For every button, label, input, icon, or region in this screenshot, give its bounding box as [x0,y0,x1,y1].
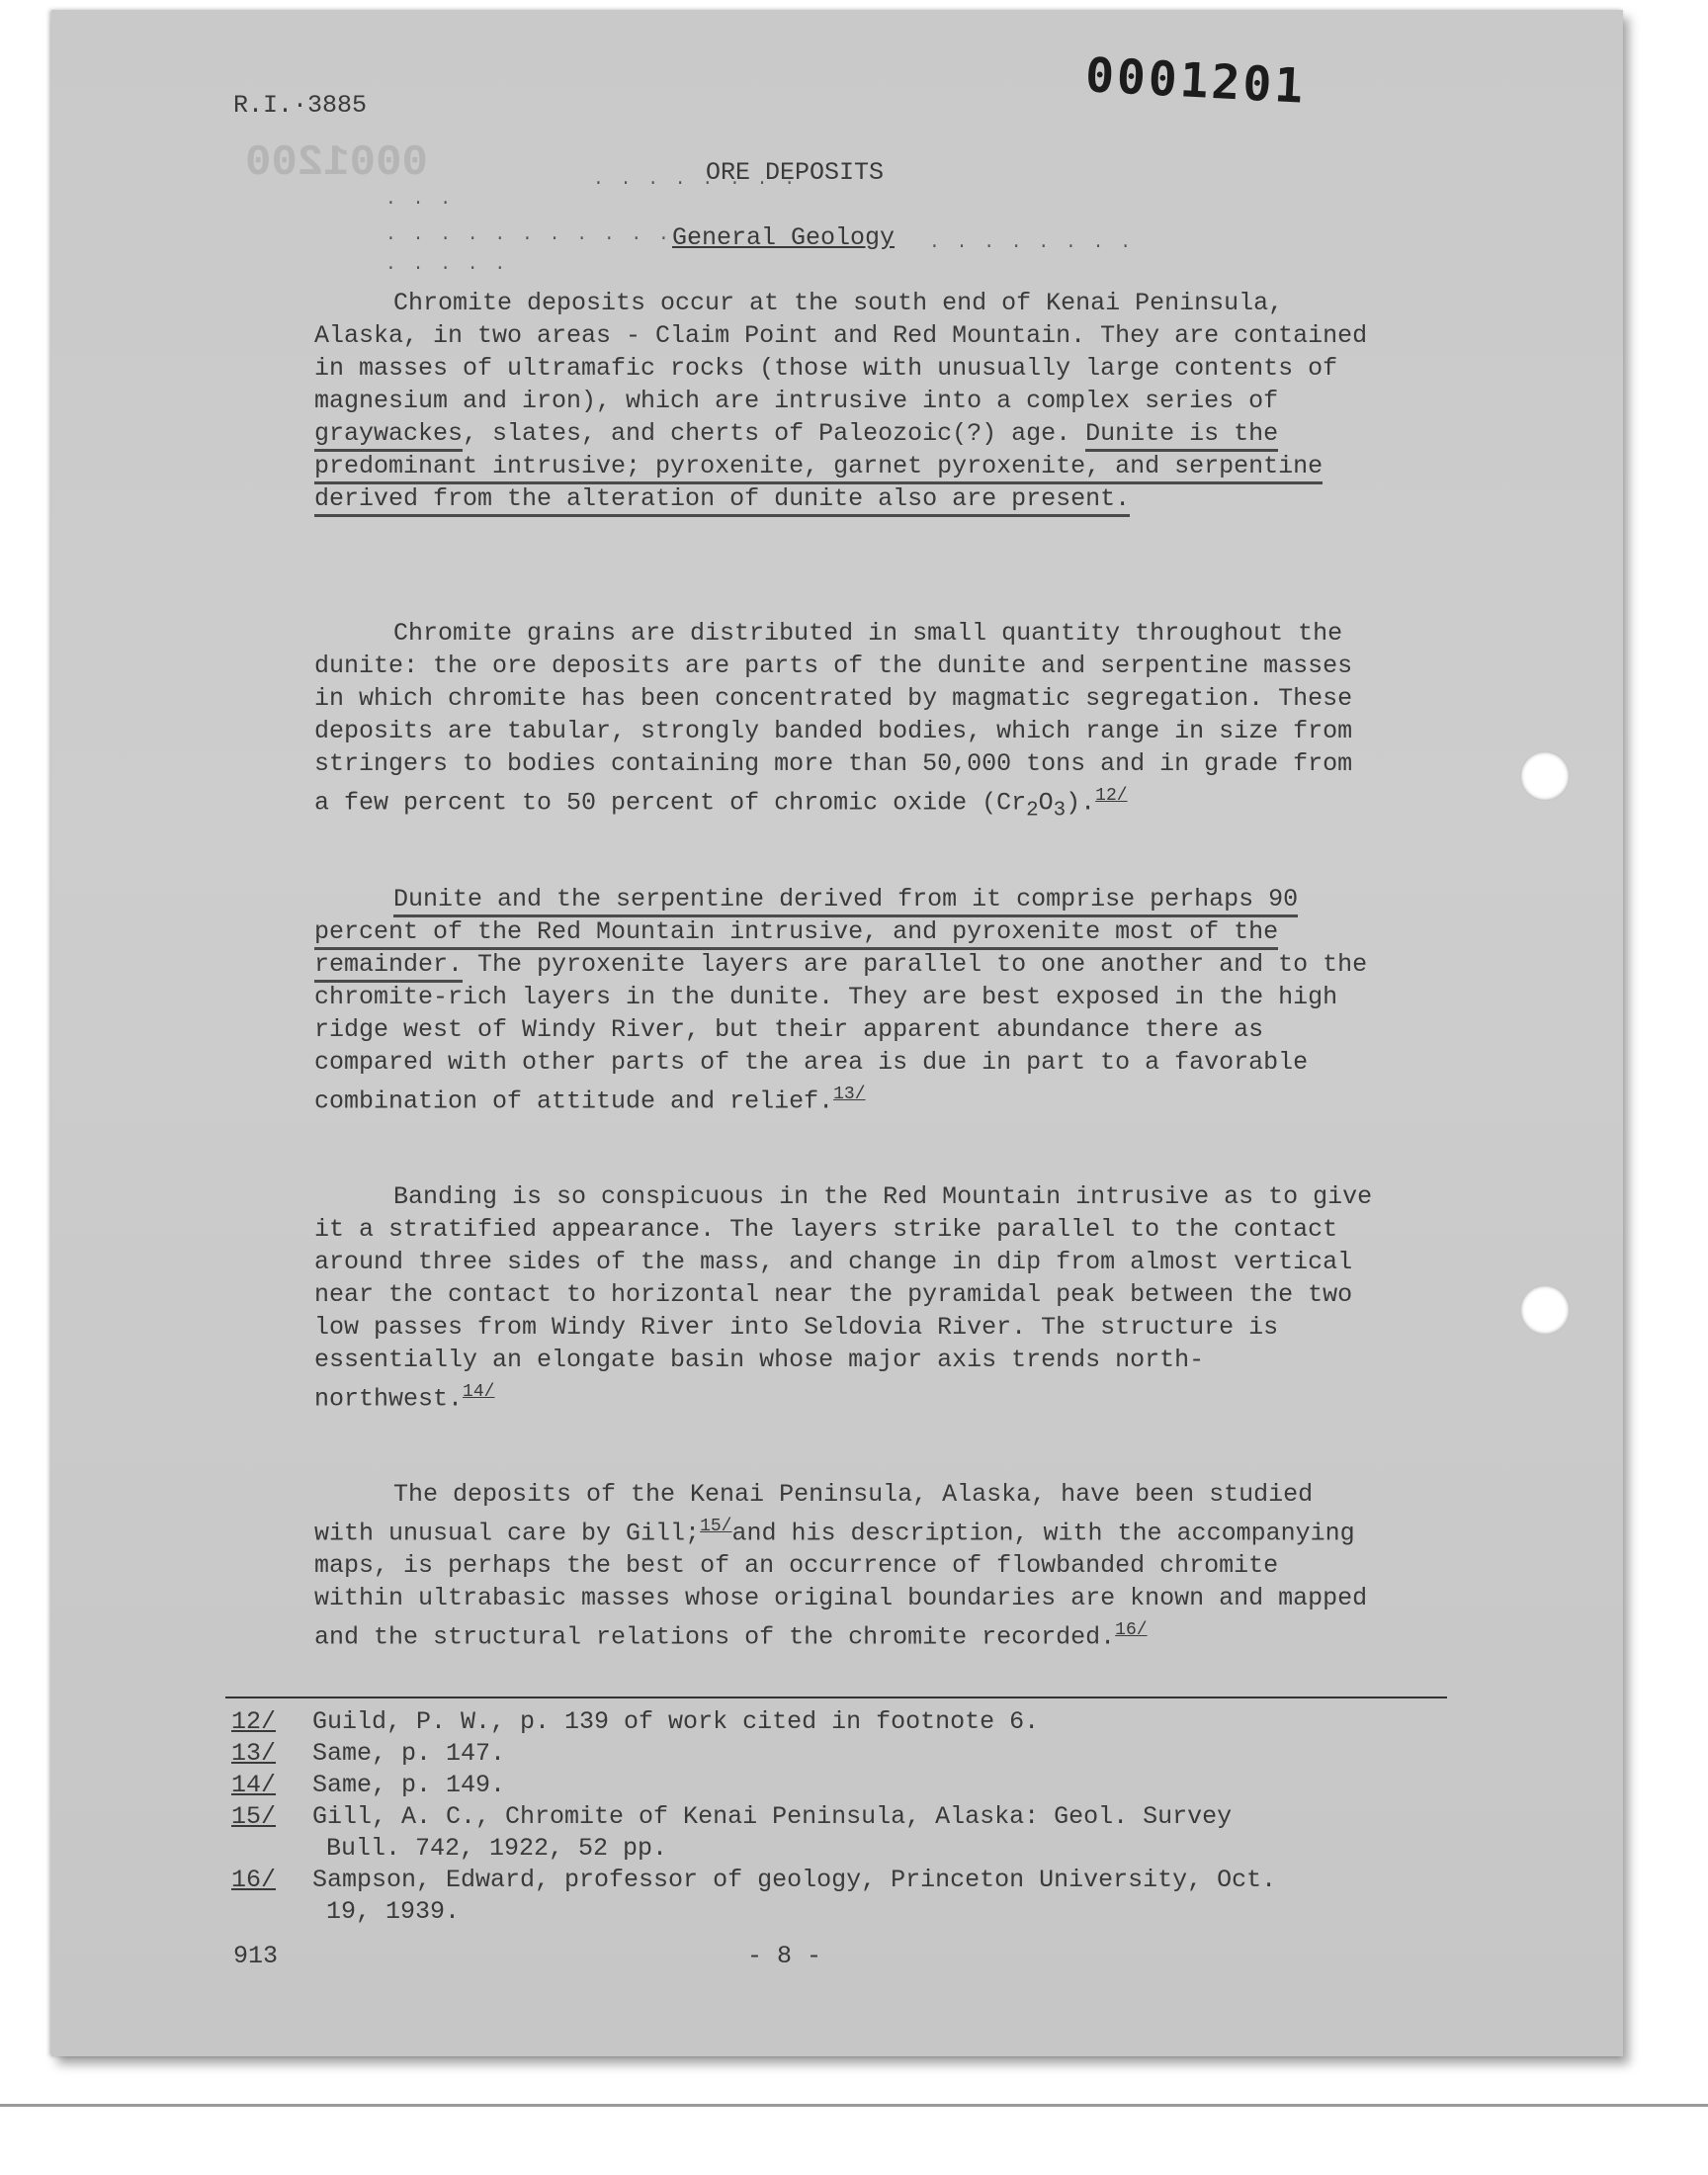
paragraph-4 [314,1180,1382,1415]
footnote-text: Bull. 742, 1922, 52 pp. [326,1834,668,1863]
ghost-stamp-mirror: 0001200 [245,138,428,188]
footnote-mark: 14/ [231,1771,277,1799]
footnote-mark: 15/ [231,1802,277,1831]
footnote-row [231,1833,1417,1865]
footnote-text: Gill, A. C., Chromite of Kenai Peninsula, Alaska: Geol. Survey [312,1802,1233,1831]
dot-marks: · · · · · · · · [929,237,1135,257]
footnote-text: Sampson, Edward, professor of geology, Princeton University, Oct. [312,1866,1277,1894]
section-subtitle: General Geology [672,223,896,252]
paragraph-text: Banding is so conspicuous in the Red Mountain intrusive as to give it a stratified appearance. The layers strike parallel to the contact around three sides of the mass, and change in dip from almost vertical near the contact to horizontal near the pyramidal peak between the two low passes from Windy River into Seldovia River. The structure is essentially an elongate basin whose major axis trends north-northwest. [314,1182,1373,1414]
paragraph-2 [314,617,1382,826]
underlined-text: Dunite and the serpentine derived from it comprise perhaps 90 percent of the Red Mountain intrusive, and pyroxenite most of the remainder. [314,885,1298,983]
folio-number: 913 [233,1942,279,1970]
scan-edge-line [0,2104,1708,2107]
footnote-ref: 12/ [1095,786,1128,806]
paragraph-3 [314,883,1382,1117]
paragraph-text: Chromite grains are distributed in small quantity throughout the dunite: the ore deposits are parts of the dunite and serpentine masses in which chromite has been concentrated by magmatic segregation. These deposits are tabular, strongly banded bodies, which range in size from stringers to bodies containing more than 50,000 tons and in grade from a few percent to 50 percent of chromic oxide (Cr [314,619,1353,818]
underlined-text: graywackes [314,419,463,452]
paragraph-text: , slates, and cherts of Paleozoic(?) age. [463,419,1086,448]
footnote-row [231,1738,1417,1770]
paragraph-text: and his description, with the accompanying maps, is perhaps the best of an occurrence of flowbanded chromite within ultrabasic masses whose original boundaries are known and mapped and the structural relations of the chromite recorded. [314,1519,1368,1652]
punch-hole [1520,751,1570,801]
footnote-mark: 13/ [231,1739,277,1768]
punch-hole [1520,1285,1570,1335]
footnotes [231,1706,1417,1928]
dot-marks: · · · · · · · · · · · · [385,229,700,249]
footnote-ref: 16/ [1115,1620,1148,1641]
footnote-text: Guild, P. W., p. 139 of work cited in footnote 6. [312,1707,1040,1736]
footnote-row [231,1865,1417,1896]
footnote-text: Same, p. 149. [312,1771,506,1799]
footnote-mark [231,1833,312,1865]
footnote-mark: 12/ [231,1707,277,1736]
dot-marks: · · · · · · · · [593,174,799,194]
paragraph-text: O [1038,788,1054,818]
footnote-ref: 15/ [700,1517,732,1536]
footnote-ref: 13/ [833,1085,866,1104]
dot-marks: · · · [385,194,455,214]
footnote-text: 19, 1939. [326,1897,461,1926]
paragraph-text: 2 [1026,799,1039,823]
footnote-divider [225,1696,1447,1698]
underlined-text: Dunite is the predominant intrusive; pyroxenite, garnet pyroxenite, and serpentine derived from the alteration of dunite also are present. [314,419,1323,517]
footnote-row [231,1706,1417,1738]
paragraph-1 [314,287,1382,515]
footnote-ref: 14/ [463,1382,495,1402]
report-id: R.I.·3885 [233,91,368,120]
dot-marks: · · · · · [385,259,509,279]
section-title: ORE DEPOSITS [706,158,885,187]
paragraph-text: The deposits of the Kenai Peninsula, Alaska, have been studied with unusual care by Gill; [314,1480,1314,1548]
footnote-mark: 16/ [231,1866,277,1894]
paragraph-text: 3 [1053,799,1067,823]
paragraph-text: The pyroxenite layers are parallel to one another and to the chromite-rich layers in the dunite. They are best exposed in the high ridge west of Windy River, but their apparent abundance there as compared with other parts of the area is due in part to a favorable combination of attitude and relief. [314,950,1368,1116]
paragraph-5 [314,1478,1382,1654]
document-number-stamp: 0001201 [1083,47,1308,115]
page-number: - 8 - [747,1942,822,1970]
footnote-mark [231,1896,312,1928]
footnote-text: Same, p. 147. [312,1739,506,1768]
paragraph-text: Chromite deposits occur at the south end of Kenai Peninsula, Alaska, in two areas - Claim Point and Red Mountain. They are contained in masses of ultramafic rocks (those with unusually large contents of magnesium and iron), which are intrusive into a complex series of [314,289,1368,415]
footnote-row [231,1801,1417,1833]
footnote-row [231,1770,1417,1801]
paragraph-text: ). [1066,788,1096,818]
footnote-row [231,1896,1417,1928]
